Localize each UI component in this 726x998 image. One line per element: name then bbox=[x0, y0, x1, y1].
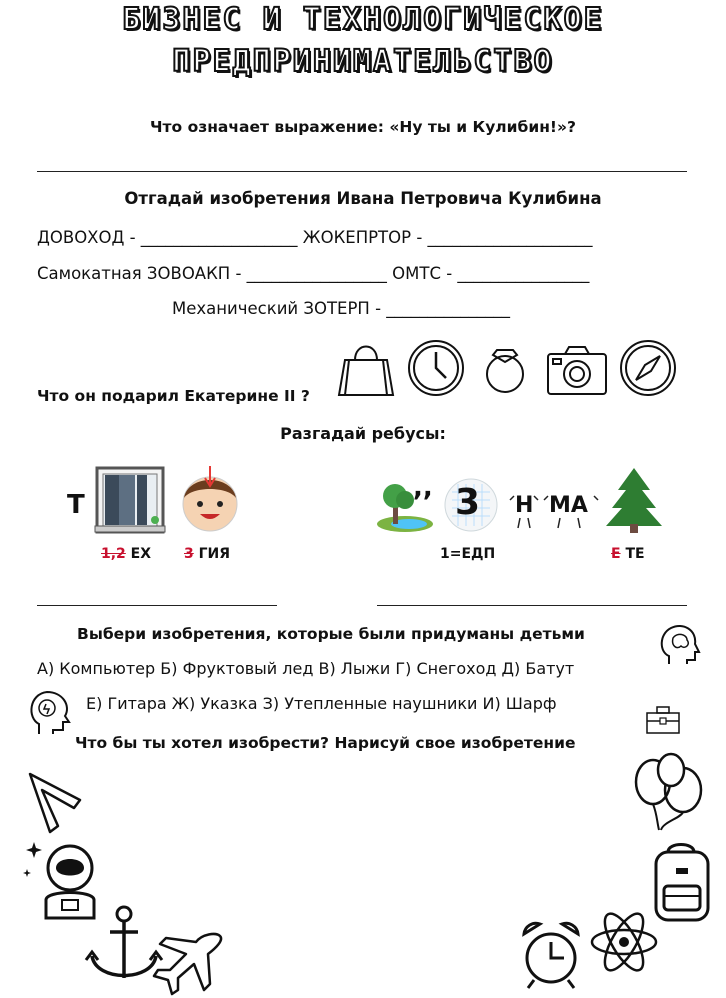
rebus2-letter-n: Н bbox=[515, 493, 534, 518]
compass-icon bbox=[621, 341, 675, 395]
question-kids-inventions: Выбери изобретения, которые были придуманы детьми bbox=[77, 625, 585, 643]
fir-tree-icon bbox=[606, 468, 662, 534]
anagram-row-2: Самокатная ЗОВОАКП - _________________ ОМТС - ________________ bbox=[37, 264, 590, 283]
gift-options-icons bbox=[335, 340, 685, 402]
rebus1-hint1-rest: ЕХ bbox=[125, 546, 152, 562]
camera-icon bbox=[548, 347, 606, 394]
question-kulibin-inventions: Отгадай изобретения Ивана Петровича Кулибина bbox=[124, 189, 602, 208]
boy-icon bbox=[178, 466, 242, 532]
rebus1-hint1-strike: 1,2 bbox=[101, 546, 126, 562]
options-row-1: А) Компьютер Б) Фруктовый лед В) Лыжи Г) Снегоход Д) Батут bbox=[37, 659, 575, 678]
rebus1-answer-line bbox=[37, 605, 277, 606]
anagram-row-3: Механический ЗОТЕРП - _______________ bbox=[172, 299, 511, 318]
question-gift-ekaterina: Что он подарил Екатерине II ? bbox=[37, 387, 310, 405]
question-draw-invention: Что бы ты хотел изобрести? Нарисуй свое изобретение bbox=[75, 734, 576, 752]
window-icon bbox=[95, 466, 167, 538]
title-line-1: БИЗНЕС И ТЕХНОЛОГИЧЕСКОЕ bbox=[122, 2, 604, 37]
rebus2-number: 3 bbox=[455, 482, 481, 523]
rebus2-hint1: 1=ЕДП bbox=[440, 546, 496, 562]
rebus1-letter: Т bbox=[67, 490, 85, 520]
idea-head-icon bbox=[25, 688, 73, 736]
handbag-icon bbox=[339, 347, 393, 396]
rebus1-hint2-rest: ГИЯ bbox=[193, 546, 231, 562]
walking-letters-legs-icon bbox=[508, 490, 600, 530]
alarm-clock-icon bbox=[518, 918, 584, 990]
rebus2-hint2-strike: Е bbox=[611, 546, 621, 562]
brain-head-icon bbox=[655, 622, 699, 666]
atom-icon bbox=[588, 906, 660, 978]
question-kulibin-meaning: Что означает выражение: «Ну ты и Кулибин!»? bbox=[150, 118, 576, 136]
rebus2-letters-ma: МА bbox=[549, 493, 588, 518]
answer-line bbox=[37, 171, 687, 172]
balloons-icon bbox=[631, 752, 707, 832]
rebus2-hint2 bbox=[611, 546, 645, 562]
ring-icon bbox=[487, 350, 523, 392]
briefcase-icon bbox=[645, 705, 681, 735]
options-row-2: Е) Гитара Ж) Указка З) Утепленные наушники И) Шарф bbox=[86, 694, 557, 713]
rebus2-hint2-rest: ТЕ bbox=[620, 546, 645, 562]
title-line-2: ПРЕДПРИНИМАТЕЛЬСТВО bbox=[172, 44, 554, 79]
anagram-row-1: ДОВОХОД - ___________________ ЖОКЕПРТОР - ____________________ bbox=[37, 228, 593, 247]
rebus1-hint2 bbox=[184, 546, 230, 562]
rebus2-answer-line bbox=[377, 605, 687, 606]
rebus1-hint1 bbox=[101, 546, 151, 562]
rebus1-hint2-strike: 3 bbox=[184, 546, 194, 562]
question-rebus: Разгадай ребусы: bbox=[280, 424, 446, 443]
rebus2-comma: ,, bbox=[413, 473, 433, 503]
clock-icon bbox=[409, 341, 463, 395]
boomerang-icon bbox=[24, 770, 84, 836]
airplane-icon bbox=[150, 932, 226, 996]
